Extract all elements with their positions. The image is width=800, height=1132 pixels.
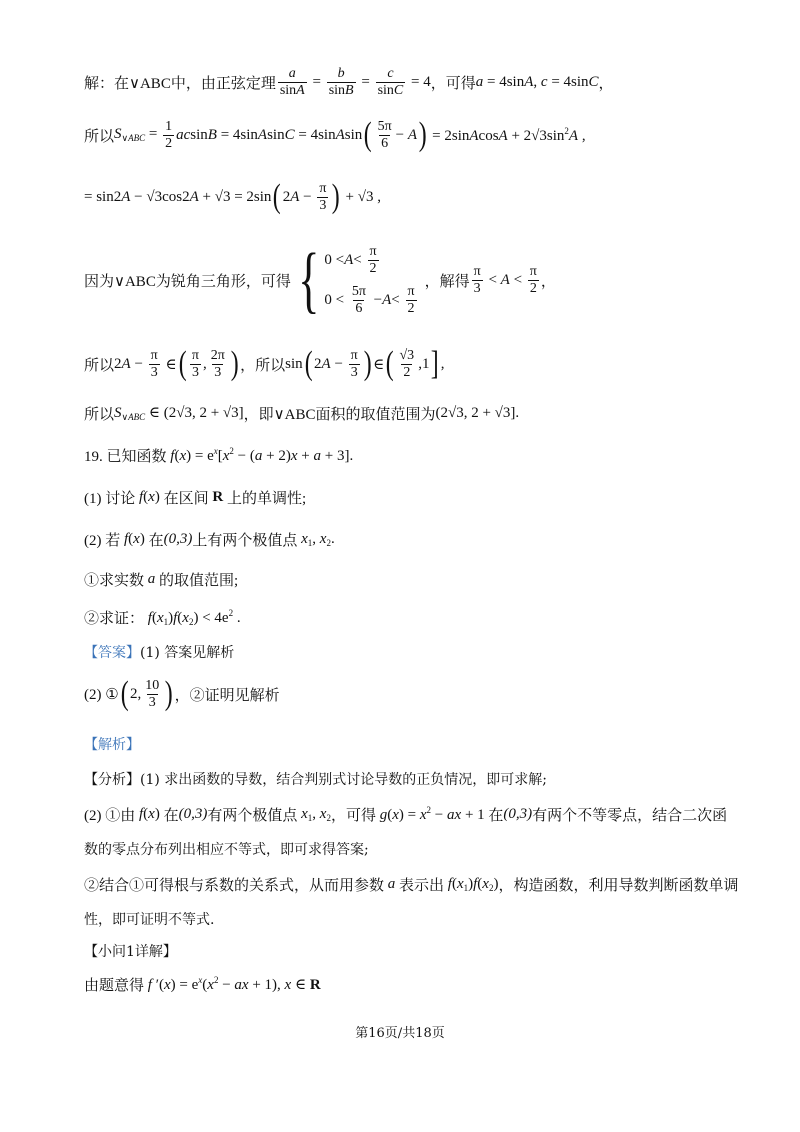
page-footer: 第16页/共18页 — [355, 1026, 445, 1041]
text-prefix: 解：在∨ABC中，由正弦定理 — [84, 75, 276, 92]
solution-line-4: 因为∨ABC为锐角三角形，可得 { 0 < A < $\frac{\pi}{2}$ 0 < $\frac{5\pi}{6}$ − A < $\frac{\pi}{2}$ ，解得 $\frac{\pi}{3}$ < A < $\frac{\pi}{2}$ ， — [84, 239, 556, 321]
question-19-part1: (1) 讨论 f(x) 在区间 R 上的单调性; — [84, 488, 307, 507]
analysis-line-2: (2) ①由 f(x) 在 (0,3) 有两个极值点 $x_1$, $x_2$ ，可得 $g(x) = x^2$ − ax + 1 在 (0,3) 有两个不等零点，结合二次函 — [84, 804, 728, 824]
answer-line-1: 【答案】 (1) 答案见解析 — [84, 640, 760, 664]
solution-line-3: = sin2A − √3cos2A + √3 = 2sin ( 2A − $\frac{\pi}{3}$ ) + √3 , — [84, 178, 381, 215]
question-19-part2: (2) 若 f(x) 在 (0,3) 上有两个极值点 $x_1$, $x_2$ . — [84, 530, 335, 549]
text-mid: ，可得 — [430, 75, 476, 92]
solution-line-1: 解：在∨ABC中，由正弦定理 $\frac{a}{\sin A}$ = $\frac{b}{\sin B}$ = $\frac{c}{\sin C}$ = 4 ，可得 a = 4sinA, c = 4sinC ， — [84, 65, 614, 98]
detail-line-1: 由题意得 f $'(x) = e^x(x^2$ − ax + 1), x ∈ R — [84, 974, 321, 994]
fraction-a-sinA: $\frac{a}{\sin A}$ — [279, 65, 305, 98]
question-19-part2a: ①求实数 a 的取值范围; — [84, 570, 239, 589]
question-19: 19. 已知函数 $f(x) = e^x[x^2 - (a + 2)x + a + 3]$. — [84, 445, 354, 465]
left-brace: { — [297, 239, 320, 321]
analysis-line-3: 数的零点分布列出相应不等式，即可求得答案; — [84, 842, 369, 858]
analysis-line-1: 【分析】 (1) 求出函数的导数，结合判别式讨论导数的正负情况，即可求解; — [84, 772, 547, 788]
solution-line-5: 所以 2A − $\frac{\pi}{3}$ ∈ ( $\frac{\pi}{3}$ , $\frac{2\pi}{3}$ ) ，所以 sin ( 2A − $\frac{\pi}{3}$ ) ∈ ( $\frac{√3}{2}$ ,1 ] , — [84, 345, 445, 382]
solution-line-2: 所以 $S_{\vee ABC}$ = $\frac{1}{2}$ acsinB = 4sinAsinC = 4sinAsin ( $\frac{5\pi}{6}$ − A ) = 2sinAcosA + $2√3\sin^2A$ , — [84, 116, 586, 153]
fraction-c-sinC: $\frac{c}{\sin C}$ — [377, 65, 404, 98]
subquestion-1-heading: 【小问1详解】 — [84, 944, 177, 960]
answer-tag: 【答案】 — [84, 645, 140, 661]
question-19-part2b: ②求证： $f(x_1)f(x_2) < 4e^2$ . — [84, 607, 241, 627]
inequality-system: 0 < A < $\frac{\pi}{2}$ 0 < $\frac{5\pi}{6}$ − A < $\frac{\pi}{2}$ — [324, 243, 415, 316]
analysis-heading: 【解析】 — [84, 737, 140, 753]
analysis-line-5: 性，即可证明不等式. — [84, 912, 215, 928]
solution-line-6: 所以 $S_{\vee ABC}$ ∈ (2√3, 2 + √3] ，即∨ABC面积的取值范围为 (2√3, 2 + √3] . — [84, 404, 520, 423]
answer-line-2: (2) ① ( 2, $\frac{10}{3}$ ) ，②证明见解析 — [84, 675, 280, 712]
analysis-line-4: ②结合①可得根与系数的关系式，从而用参数 a 表示出 $f(x_1)f(x_2)$ ，构造函数，利用导数判断函数单调 — [84, 875, 739, 894]
fraction-b-sinB: $\frac{b}{\sin B}$ — [328, 65, 354, 98]
